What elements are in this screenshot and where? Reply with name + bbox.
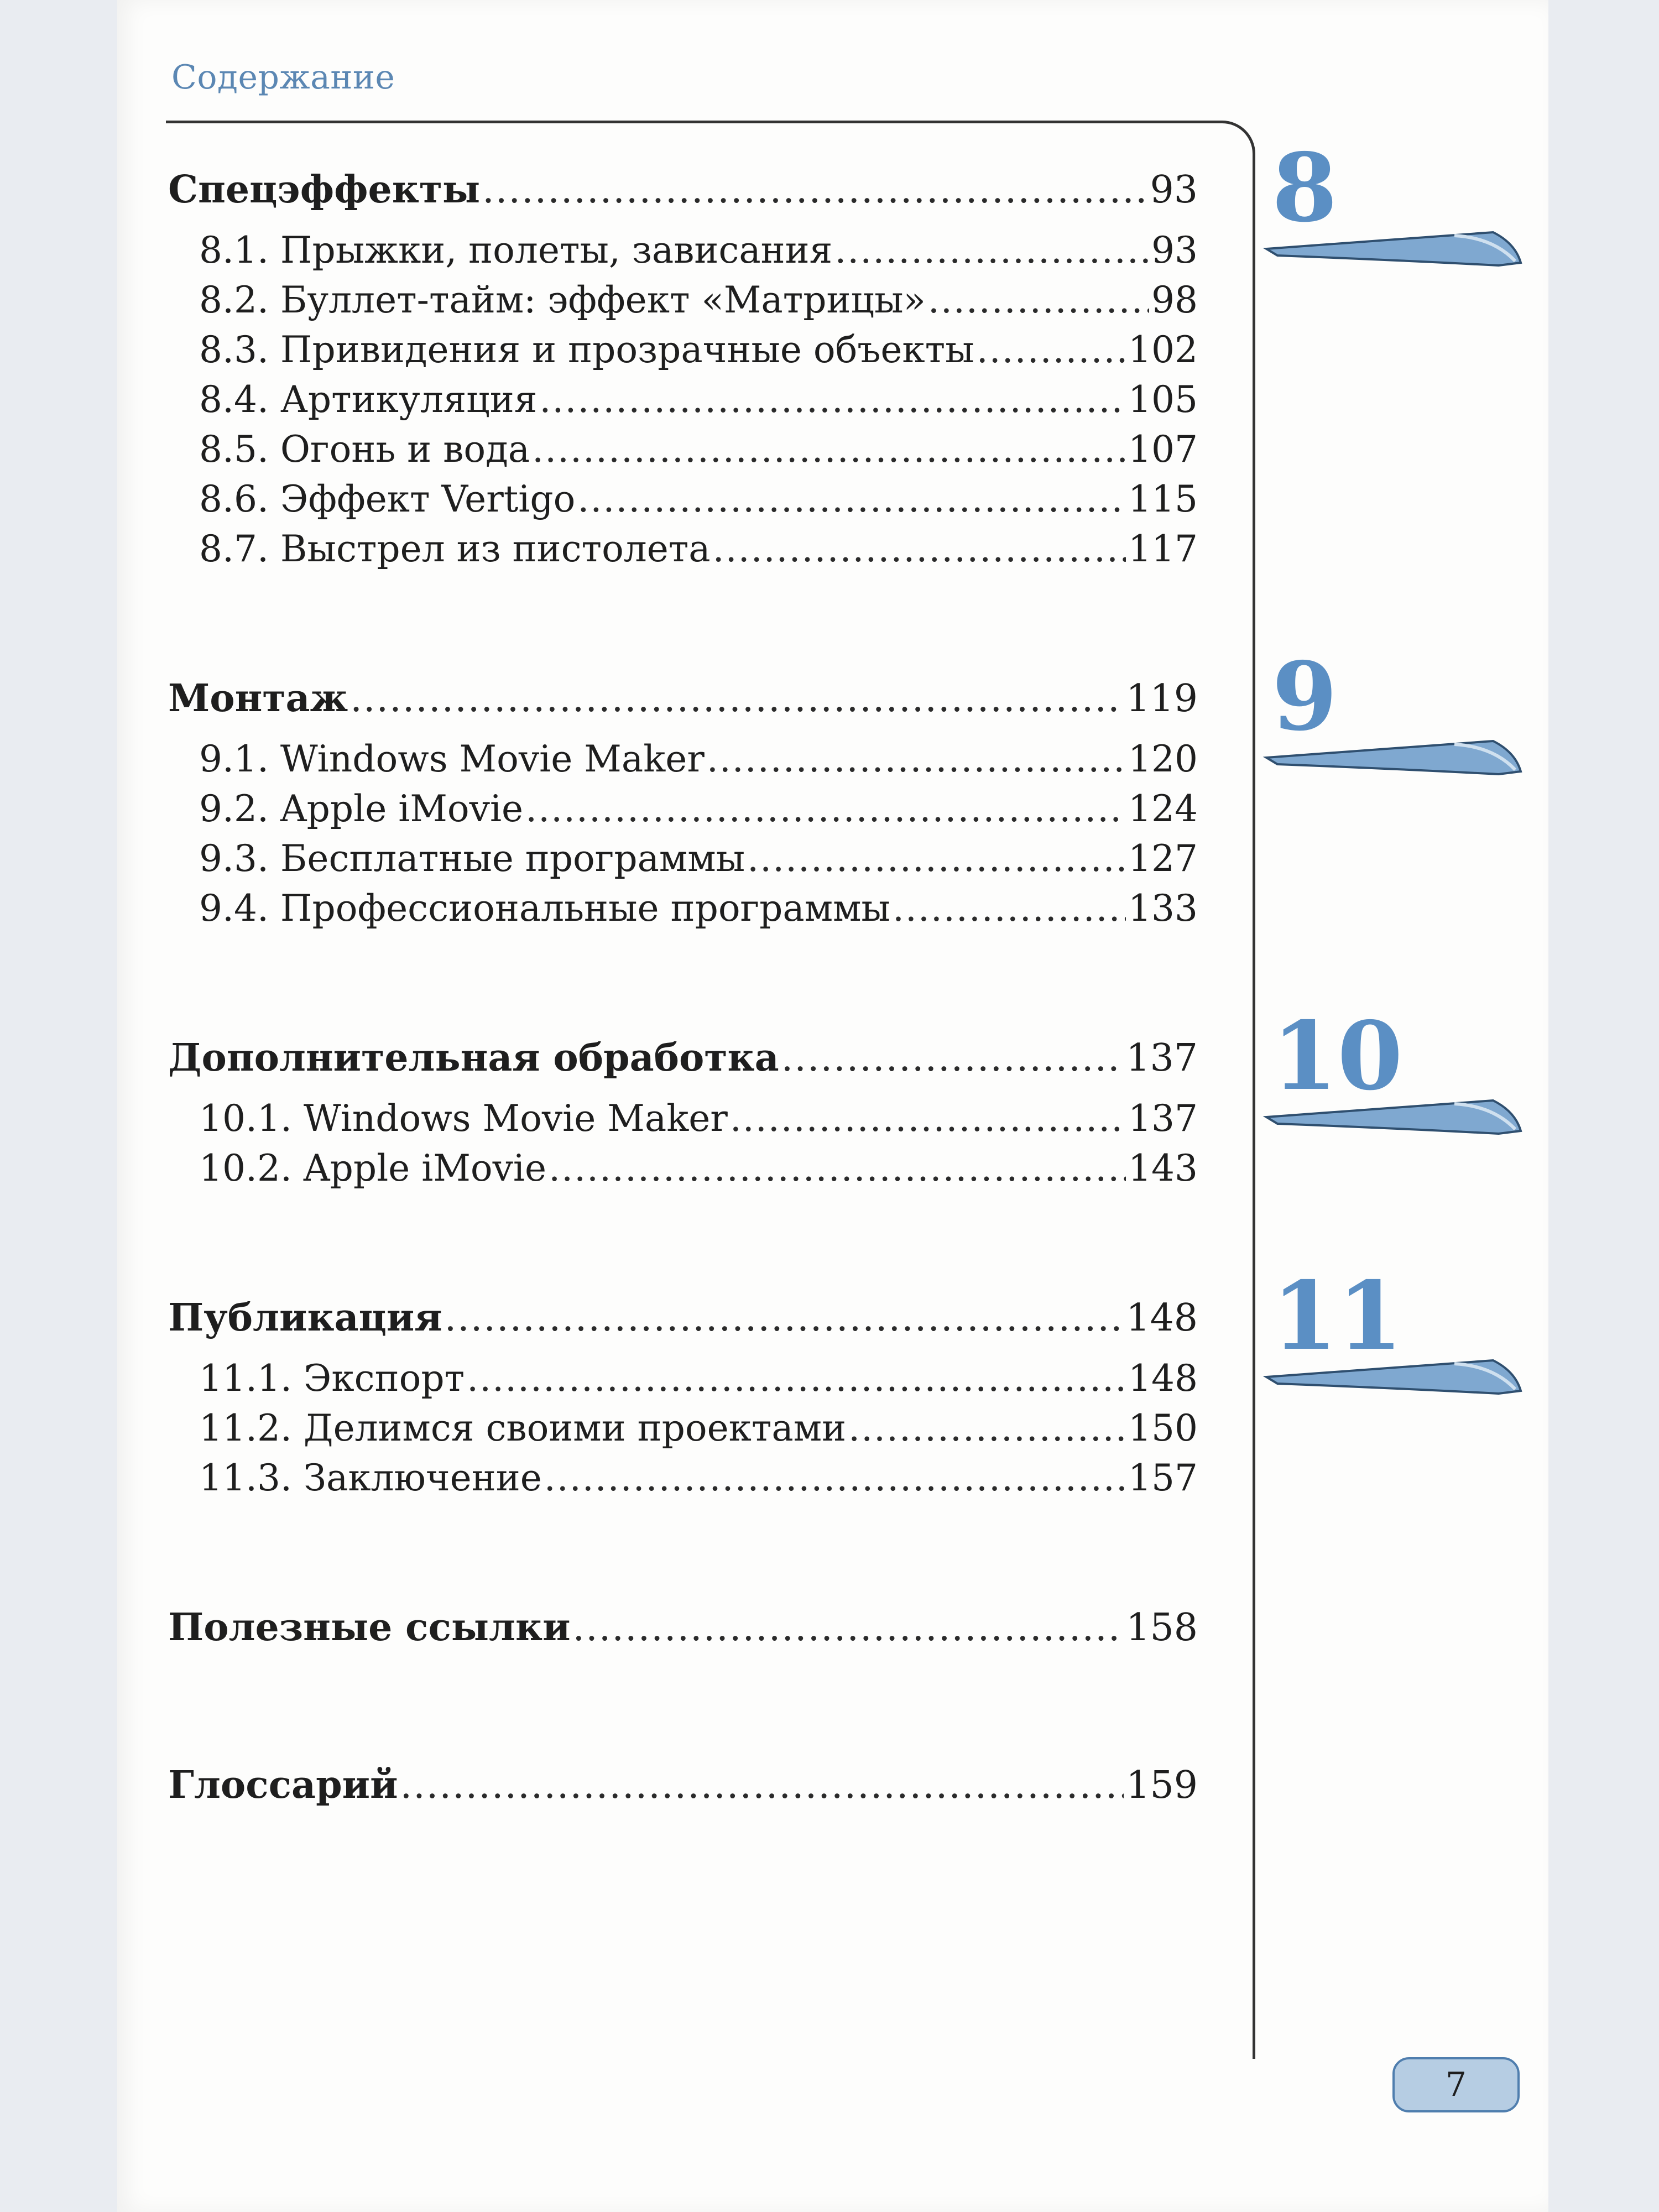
tab-swoosh-icon xyxy=(1255,730,1532,796)
toc-glossary[interactable]: Глоссарий ..... 159 xyxy=(168,1760,1198,1810)
tab-swoosh-icon xyxy=(1255,1349,1532,1416)
chapter-title: Дополнительная обработка xyxy=(168,1036,779,1080)
chapter-title: Монтаж xyxy=(168,676,348,721)
running-head: Содержание xyxy=(171,58,395,97)
chapter-tab-number: 8 xyxy=(1272,133,1338,243)
chapter-tab-9[interactable] xyxy=(1255,641,1543,813)
chapter-tab-number: 9 xyxy=(1272,641,1338,752)
chapter-title: Спецэффекты xyxy=(168,168,481,212)
toc-entry[interactable]: 8.7. Выстрел из пистолета ..... 117 xyxy=(199,524,1198,574)
chapter-title: Публикация xyxy=(168,1296,442,1340)
chapter-page: 119 xyxy=(1126,677,1198,721)
toc-chapter-11[interactable] xyxy=(168,1293,1198,1343)
chapter-tab-number: 11 xyxy=(1272,1261,1403,1371)
toc-useful-links[interactable]: Полезные ссылки ..... 158 xyxy=(168,1603,1198,1652)
toc-entry[interactable]: 9.1. Windows Movie Maker ..... 120 xyxy=(199,734,1198,784)
tab-swoosh-icon xyxy=(1255,221,1532,288)
toc-entry[interactable]: 11.2. Делимся своими проектами ..... 150 xyxy=(199,1404,1198,1453)
toc-entry[interactable]: 9.3. Бесплатные программы ..... 127 xyxy=(199,834,1198,884)
chapter-tab-10[interactable] xyxy=(1255,1001,1543,1172)
tab-swoosh-icon xyxy=(1255,1089,1532,1156)
toc-entry[interactable]: 8.1. Прыжки, полеты, зависания ..... 93 xyxy=(199,226,1198,275)
toc-entry[interactable]: 8.6. Эффект Vertigo ..... 115 xyxy=(199,474,1198,524)
chapter-tab-11[interactable] xyxy=(1255,1261,1543,1432)
chapter-tab-8[interactable] xyxy=(1255,133,1543,304)
chapter-page: 148 xyxy=(1126,1296,1198,1340)
toc-chapter-9[interactable] xyxy=(168,674,1198,723)
chapter-page: 137 xyxy=(1126,1036,1198,1080)
toc-chapter-10[interactable] xyxy=(168,1033,1198,1083)
page-number-badge: 7 xyxy=(1392,2057,1520,2112)
chapter-page: 93 xyxy=(1150,168,1198,212)
toc-entry[interactable]: 10.2. Apple iMovie ..... 143 xyxy=(199,1144,1198,1193)
toc-entry[interactable]: 9.2. Apple iMovie ..... 124 xyxy=(199,784,1198,834)
toc-entry[interactable]: 8.5. Огонь и вода ..... 107 xyxy=(199,425,1198,474)
chapter-tab-number: 10 xyxy=(1272,1001,1403,1112)
toc-entry[interactable]: 11.1. Экспорт ..... 148 xyxy=(199,1354,1198,1404)
toc-chapter-8[interactable] xyxy=(168,165,1198,215)
toc-entry[interactable]: 8.4. Артикуляция ..... 105 xyxy=(199,375,1198,425)
toc-entry[interactable]: 10.1. Windows Movie Maker ..... 137 xyxy=(199,1094,1198,1144)
toc-entry[interactable]: 8.2. Буллет-тайм: эффект «Матрицы» ..... 98 xyxy=(199,275,1198,325)
toc-entry[interactable]: 9.4. Профессиональные программы ..... 133 xyxy=(199,884,1198,933)
toc-entry[interactable]: 11.3. Заключение ..... 157 xyxy=(199,1453,1198,1503)
toc-entry[interactable]: 8.3. Привидения и прозрачные объекты ..... 102 xyxy=(199,325,1198,375)
